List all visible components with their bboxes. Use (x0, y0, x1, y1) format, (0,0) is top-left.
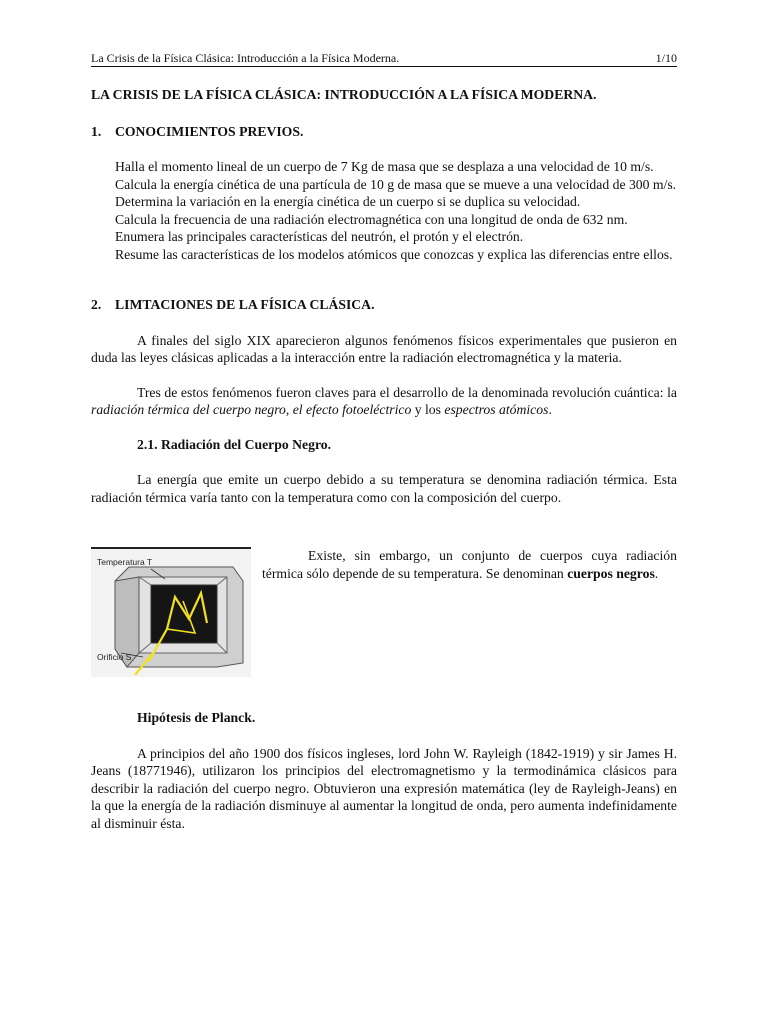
subsection-2-1-paragraph-1: La energía que emite un cuerpo debido a su temperatura se denomina radiación térmica. Esta radiación térmica varía tanto con la temperatura como con la composición del cuerpo. (91, 472, 677, 505)
blackbody-definition (262, 547, 677, 582)
running-header (91, 51, 677, 65)
list-item: Calcula la frecuencia de una radiación electromagnética con una longitud de onda de 632 nm. (115, 211, 628, 227)
section-1-heading (91, 123, 677, 141)
section-2-paragraph-1: A finales del siglo XIX aparecieron algunos fenómenos físicos experimentales que pusieron en duda las leyes clásicas aplicadas a la interacción entre la radiación electromagnética y la materia. (91, 332, 677, 365)
emphasis-phenomena: radiación térmica del cuerpo negro, el efecto fotoeléctrico (91, 402, 412, 417)
list-item: Calcula la energía cinética de una partícula de 10 g de masa que se mueve a una velocidad de 300 m/s. (115, 176, 677, 192)
prior-knowledge-list (115, 158, 677, 263)
subsection-2-1-heading: 2.1. Radiación del Cuerpo Negro. (137, 436, 332, 452)
list-item: Determina la variación en la energía cinética de un cuerpo si se duplica su velocidad. (115, 194, 581, 209)
para-text: y los (411, 402, 445, 417)
header-rule (91, 66, 677, 67)
page-number: 1/10 (655, 51, 677, 65)
blackbody-cavity-figure (91, 547, 251, 677)
para-text: Existe, sin embargo, un conjunto de cuerpos cuya radiación térmica sólo depende de su temperatura. Se denominan (262, 548, 677, 581)
para-text: . (548, 402, 552, 417)
section-2-heading (91, 296, 677, 314)
section-2-title: LIMTACIONES DE LA FÍSICA CLÁSICA. (115, 297, 375, 312)
cavity-diagram (91, 549, 251, 675)
document-body (91, 86, 677, 832)
figure-label-temperature: Temperatura T (97, 557, 153, 567)
figure-label-hole: Orificio S (97, 652, 132, 662)
term-black-bodies: cuerpos negros (567, 565, 655, 581)
para-text: . (654, 565, 659, 581)
section-1-title: CONOCIMIENTOS PREVIOS. (115, 123, 304, 139)
planck-paragraph: A principios del año 1900 dos físicos ingleses, lord John W. Rayleigh (1842-1919) y sir James H. Jeans (18771946), utilizaron los principios del electromagnetismo y la termodinámica clásicos para describir la radiación del cuerpo negro. Obtuvieron una expresión matemática (ley de Rayleigh-Jeans) en la que la energía de la radiación disminuye al aumentar la longitud de onda, pero aumenta indefinidamente al disminuir ésta. (91, 745, 677, 831)
emphasis-spectra: espectros atómicos (444, 402, 549, 417)
section-2-paragraph-2 (91, 384, 677, 419)
section-1-number: 1. (91, 123, 102, 139)
list-item: Resume las características de los modelos atómicos que conozcas y explica las diferencias entre ellos. (115, 246, 673, 262)
list-item: Halla el momento lineal de un cuerpo de 7 Kg de masa que se desplaza a una velocidad de 10 m/s. (115, 159, 654, 174)
running-title: La Crisis de la Física Clásica: Introducción a la Física Moderna. (91, 51, 400, 65)
para-text: Tres de estos fenómenos fueron claves para el desarrollo de la denominada revolución cuántica: la (137, 384, 677, 400)
list-item: Enumera las principales características del neutrón, el protón y el electrón. (115, 229, 524, 244)
document-title: LA CRISIS DE LA FÍSICA CLÁSICA: INTRODUCCIÓN A LA FÍSICA MODERNA. (91, 87, 597, 102)
planck-heading: Hipótesis de Planck. (137, 710, 256, 725)
blackbody-figure-block (91, 547, 677, 697)
section-2-number: 2. (91, 297, 102, 312)
